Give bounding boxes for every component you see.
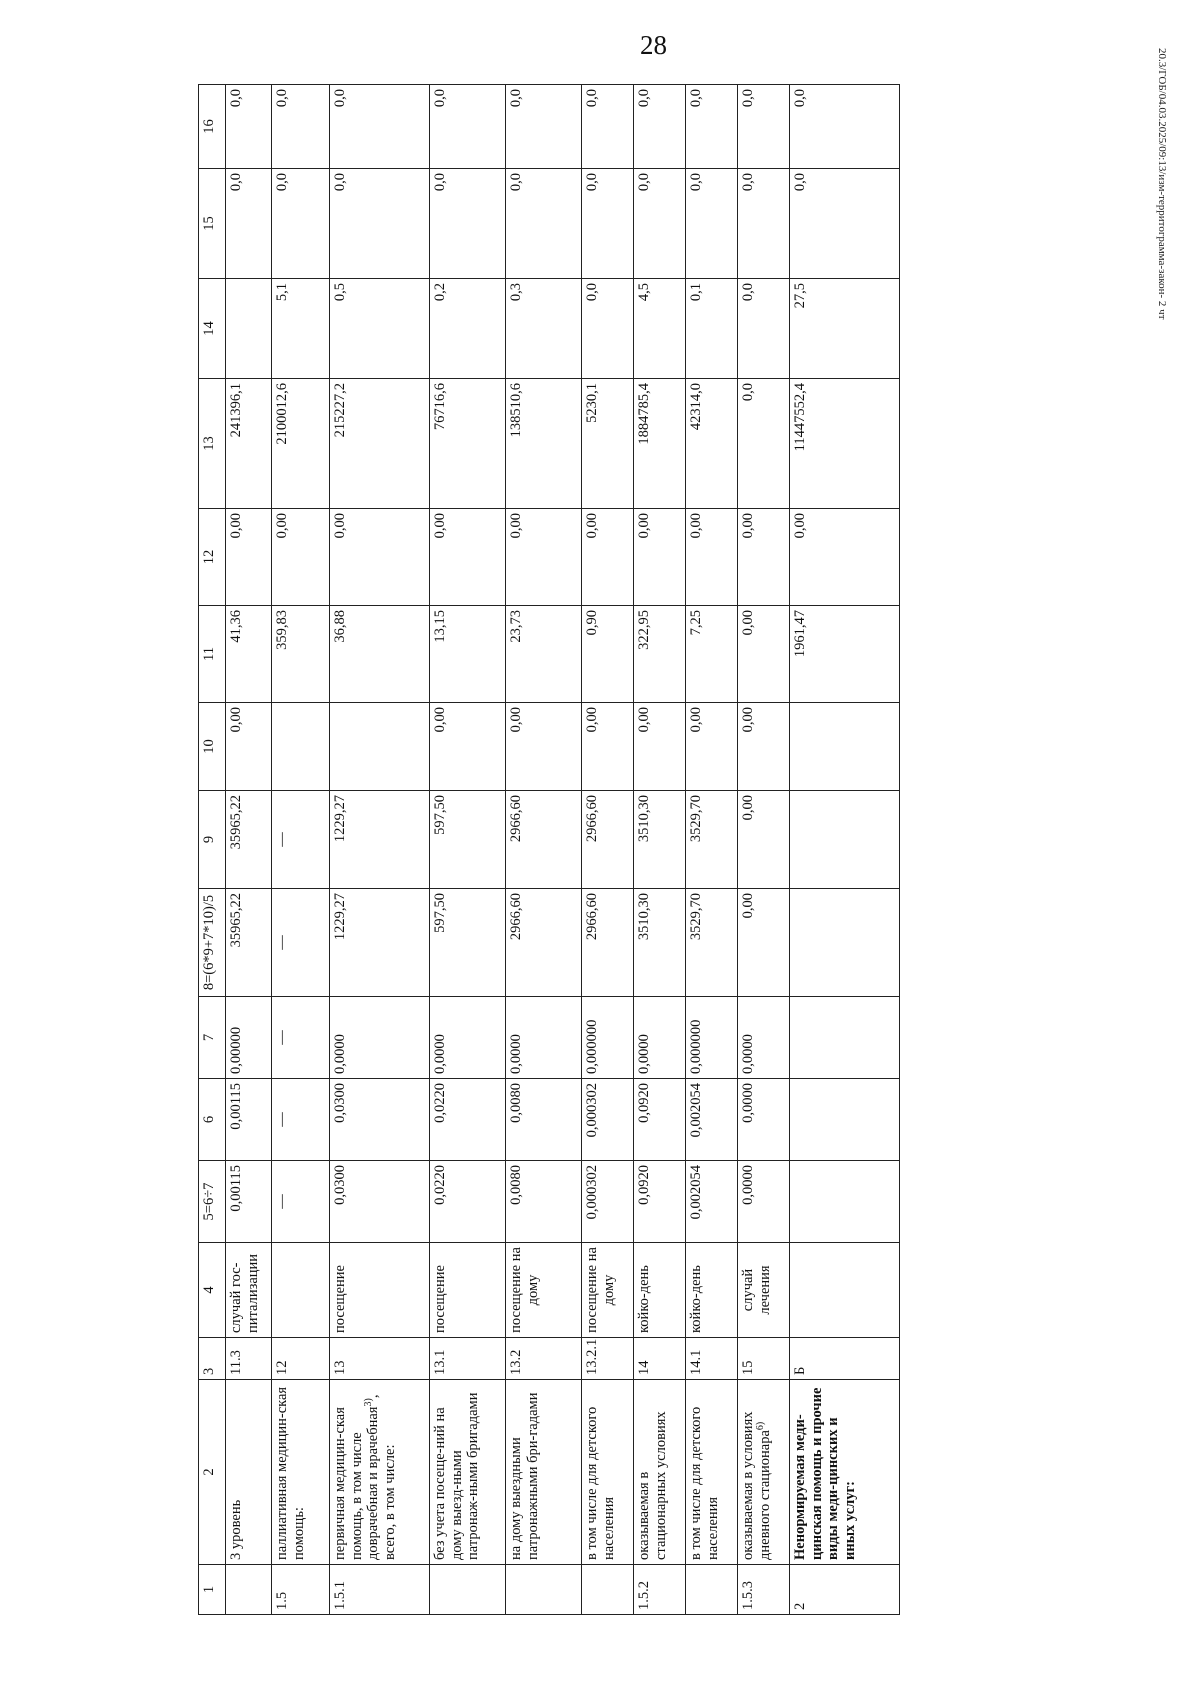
value-cell: 42314,0 [686,379,738,509]
value-cell: 597,50 [430,889,506,997]
value-cell: 36,88 [330,606,430,703]
value-cell: 0,00 [686,703,738,791]
value-cell: 41,36 [226,606,272,703]
unit-cell: случай гос-питализации [226,1243,272,1338]
value-cell: 2966,60 [506,889,582,997]
value-cell [790,1079,900,1161]
value-cell: 0,00 [582,509,634,606]
row-label-cell [506,1380,582,1565]
value-cell: 0,0080 [506,1079,582,1161]
value-cell: 0,00 [506,509,582,606]
value-cell: 0,0 [330,169,430,279]
value-cell: 322,95 [634,606,686,703]
value-cell: 0,00 [634,703,686,791]
value-cell [330,703,430,791]
row-label-text: оказываемая в условиях дневного стационара [740,1411,773,1560]
value-cell [272,703,330,791]
row-label-text: паллиативная медицин-ская помощь: [274,1386,307,1560]
value-cell: 3529,70 [686,889,738,997]
value-cell: 0,002054 [686,1079,738,1161]
header-cell: 15 [199,169,226,279]
header-cell: 13 [199,379,226,509]
value-cell: 0,000302 [582,1161,634,1243]
rotated-table-container [198,85,928,1615]
value-cell [790,889,900,997]
header-cell: 7 [199,997,226,1079]
value-cell: 0,0000 [430,997,506,1079]
value-cell: 0,5 [330,279,430,379]
table-row [738,85,790,1615]
line-number-cell: 11.3 [226,1338,272,1380]
value-cell: 0,00 [330,509,430,606]
value-cell [790,791,900,889]
value-cell: 0,0 [686,169,738,279]
section-number-cell: 1.5 [272,1565,330,1615]
table-row [506,85,582,1615]
line-number-cell: 13 [330,1338,430,1380]
value-cell: 0,00115 [226,1079,272,1161]
header-cell: 14 [199,279,226,379]
value-cell: 0,0 [582,85,634,169]
page-number: 28 [640,30,667,60]
line-number-cell: 14.1 [686,1338,738,1380]
table-row [582,85,634,1615]
value-cell: 5,1 [272,279,330,379]
value-cell: 0,0 [738,279,790,379]
unit-cell: посещение [330,1243,430,1338]
header-cell: 6 [199,1079,226,1161]
header-row [199,85,226,1615]
value-cell [790,997,900,1079]
value-cell: 0,00 [506,703,582,791]
value-cell: — [272,997,330,1079]
row-label-cell [272,1380,330,1565]
value-cell: 13,15 [430,606,506,703]
value-cell: 1961,47 [790,606,900,703]
value-cell: 0,00 [686,509,738,606]
value-cell: 0,00115 [226,1161,272,1243]
row-label-text: оказываемая в стационарных условиях [636,1411,669,1560]
value-cell: 241396,1 [226,379,272,509]
value-cell: 0,0 [272,169,330,279]
value-cell: 359,83 [272,606,330,703]
row-label-text: в том числе для детского населения [688,1406,721,1560]
table-row [686,85,738,1615]
value-cell: 0,00 [738,703,790,791]
value-cell: 597,50 [430,791,506,889]
value-cell: — [272,1079,330,1161]
value-cell: 3529,70 [686,791,738,889]
value-cell: 0,00 [272,509,330,606]
value-cell: 0,000000 [582,997,634,1079]
unit-cell: случай лечения [738,1243,790,1338]
value-cell: 215227,2 [330,379,430,509]
value-cell: 3510,30 [634,889,686,997]
line-number-cell: 13.2.1 [582,1338,634,1380]
value-cell: 0,0220 [430,1079,506,1161]
value-cell: 2100012,6 [272,379,330,509]
unit-cell: койко-день [686,1243,738,1338]
value-cell: 0,0 [790,85,900,169]
data-table [198,84,900,1615]
unit-cell: посещение на дому [506,1243,582,1338]
value-cell: 0,000000 [686,997,738,1079]
row-label-cell [330,1380,430,1565]
line-number-cell: Б [790,1338,900,1380]
value-cell: 0,0300 [330,1161,430,1243]
row-label-cell [226,1380,272,1565]
line-number-cell: 13.2 [506,1338,582,1380]
value-cell: 0,00 [582,703,634,791]
header-cell: 4 [199,1243,226,1338]
value-cell: 0,00 [430,703,506,791]
header-cell: 2 [199,1380,226,1565]
value-cell: 0,0 [738,85,790,169]
value-cell: 0,0 [634,169,686,279]
value-cell: 76716,6 [430,379,506,509]
value-cell: 0,0 [226,85,272,169]
value-cell: 2966,60 [506,791,582,889]
unit-cell: койко-день [634,1243,686,1338]
value-cell: 0,0000 [738,1079,790,1161]
header-cell: 5=6÷7 [199,1161,226,1243]
value-cell: 138510,6 [506,379,582,509]
table-row [430,85,506,1615]
unit-cell: посещение на дому [582,1243,634,1338]
row-label-text: 3 уровень [228,1499,244,1560]
value-cell: 0,00 [634,509,686,606]
table-row [790,85,900,1615]
value-cell: 0,90 [582,606,634,703]
value-cell: 11447552,4 [790,379,900,509]
value-cell: 0,0 [582,279,634,379]
value-cell [226,279,272,379]
value-cell: 7,25 [686,606,738,703]
value-cell [790,1161,900,1243]
value-cell: 0,0000 [330,997,430,1079]
value-cell: 0,00 [226,509,272,606]
value-cell: 0,0000 [506,997,582,1079]
value-cell: — [272,1161,330,1243]
table-row [634,85,686,1615]
value-cell: 0,0300 [330,1079,430,1161]
value-cell: 0,0080 [506,1161,582,1243]
footnote-marker: 6) [754,1421,766,1431]
value-cell: 0,0 [634,85,686,169]
row-label-text: Ненормируемая меди-цинская помощь и прочие виды меди-цинских и иных услуг: [792,1387,859,1560]
value-cell: 0,0 [738,169,790,279]
document-code: 20.3/ГОБ/04.03.2025/09:13/изм-территограмма-закон- 2 чт [1156,48,1168,320]
footnote-marker: 3) [363,1398,375,1407]
value-cell: 0,00 [226,703,272,791]
header-cell: 1 [199,1565,226,1615]
header-cell: 3 [199,1338,226,1380]
section-number-cell [582,1565,634,1615]
row-label-text: первичная медицин-ская помощь, в том числе доврачебная и врачебная [332,1406,382,1560]
section-number-cell [686,1565,738,1615]
row-label-cell [582,1380,634,1565]
value-cell: 1884785,4 [634,379,686,509]
value-cell: 0,0920 [634,1161,686,1243]
value-cell: 0,0 [506,85,582,169]
value-cell: 0,002054 [686,1161,738,1243]
value-cell [790,703,900,791]
line-number-cell: 13.1 [430,1338,506,1380]
value-cell: 0,0 [790,169,900,279]
value-cell: 0,3 [506,279,582,379]
header-cell: 10 [199,703,226,791]
section-number-cell [430,1565,506,1615]
value-cell: 1229,27 [330,889,430,997]
value-cell: 0,0 [738,379,790,509]
value-cell: 0,0220 [430,1161,506,1243]
value-cell: 0,00 [738,606,790,703]
row-label-cell [738,1380,790,1565]
line-number-cell: 12 [272,1338,330,1380]
section-number-cell: 1.5.3 [738,1565,790,1615]
row-label-cell [790,1380,900,1565]
value-cell: 0,0000 [634,997,686,1079]
value-cell: 2966,60 [582,889,634,997]
value-cell: 0,00 [430,509,506,606]
value-cell: 0,0 [430,169,506,279]
value-cell: 0,0000 [738,1161,790,1243]
header-cell: 16 [199,85,226,169]
value-cell: 5230,1 [582,379,634,509]
value-cell: 0,0 [226,169,272,279]
section-number-cell: 1.5.2 [634,1565,686,1615]
value-cell: 0,0920 [634,1079,686,1161]
table-row [272,85,330,1615]
table-row [330,85,430,1615]
section-number-cell: 2 [790,1565,900,1615]
section-number-cell [226,1565,272,1615]
row-label-text: без учета посеще-ний на дому выезд-ными патронаж-ными бригадами [432,1392,482,1560]
row-label-text: на дому выездными патронажными бри-гадами [508,1392,541,1560]
value-cell: 0,000302 [582,1079,634,1161]
value-cell: 1229,27 [330,791,430,889]
value-cell: 0,0000 [738,997,790,1079]
unit-cell [790,1243,900,1338]
header-cell: 8=(6*9+7*10)/5 [199,889,226,997]
row-label-cell [430,1380,506,1565]
value-cell: 0,00 [738,509,790,606]
value-cell: 2966,60 [582,791,634,889]
header-cell: 9 [199,791,226,889]
value-cell: 3510,30 [634,791,686,889]
section-number-cell: 1.5.1 [330,1565,430,1615]
value-cell: 0,0 [272,85,330,169]
row-label-cell [686,1380,738,1565]
row-label-cell [634,1380,686,1565]
table-row [226,85,272,1615]
value-cell: 35965,22 [226,791,272,889]
value-cell: 35965,22 [226,889,272,997]
value-cell: 0,0 [506,169,582,279]
value-cell: 0,2 [430,279,506,379]
value-cell: 0,1 [686,279,738,379]
row-label-tail: , всего, в том числе: [365,1394,399,1560]
value-cell: 23,73 [506,606,582,703]
unit-cell [272,1243,330,1338]
value-cell: — [272,791,330,889]
header-cell: 11 [199,606,226,703]
row-label-text: в том числе для детского населения [584,1406,617,1560]
value-cell: 27,5 [790,279,900,379]
header-cell: 12 [199,509,226,606]
value-cell: 4,5 [634,279,686,379]
unit-cell: посещение [430,1243,506,1338]
value-cell: 0,0 [430,85,506,169]
value-cell: — [272,889,330,997]
value-cell: 0,0 [330,85,430,169]
value-cell: 0,00000 [226,997,272,1079]
value-cell: 0,0 [686,85,738,169]
value-cell: 0,00 [790,509,900,606]
line-number-cell: 15 [738,1338,790,1380]
section-number-cell [506,1565,582,1615]
value-cell: 0,00 [738,889,790,997]
line-number-cell: 14 [634,1338,686,1380]
value-cell: 0,00 [738,791,790,889]
value-cell: 0,0 [582,169,634,279]
